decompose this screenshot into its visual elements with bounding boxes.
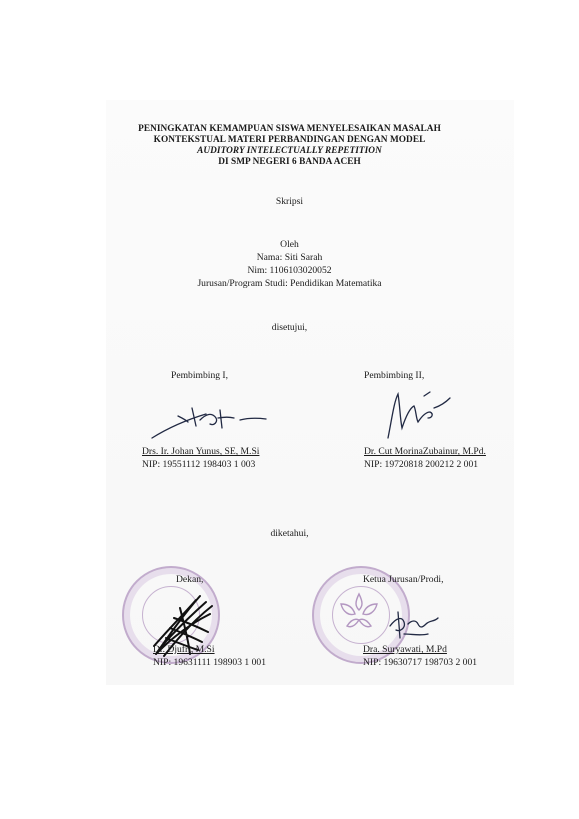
title-line-2: KONTEKSTUAL MATERI PERBANDINGAN DENGAN MODEL [153,135,426,145]
advisor1-signature [148,402,268,442]
author-name: Nama: Siti Sarah [256,252,323,263]
advisor2-role: Pembimbing II, [364,370,425,381]
author-nim: Nim: 1106103020052 [247,265,332,276]
dean-nip: NIP: 19631111 198903 1 001 [153,657,266,668]
advisor2-signature [384,388,454,444]
dean-name: Dr. Djufri, M.Si [153,644,215,655]
head-signature [386,608,446,642]
title-line-3: AUDITORY INTELECTUALLY REPETITION [197,146,382,156]
acknowledgement-label: diketahui, [270,528,309,539]
advisor1-nip: NIP: 19551112 198403 1 003 [142,459,256,470]
advisor1-name: Drs. Ir. Johan Yunus, SE, M.Si [142,446,260,457]
head-nip: NIP: 19630717 198703 2 001 [363,657,478,668]
advisor1-role: Pembimbing I, [171,370,229,381]
title-line-4: DI SMP NEGERI 6 BANDA ACEH [218,157,361,167]
document-type: Skripsi [275,196,304,207]
head-name: Dra. Suryawati, M.Pd [363,644,447,655]
head-role: Ketua Jurusan/Prodi, [363,574,444,585]
university-logo-icon [333,590,385,636]
advisor2-nip: NIP: 19720818 200212 2 001 [364,459,479,470]
dean-role: Dekan, [176,574,204,585]
by-label: Oleh [280,239,299,250]
study-program: Jurusan/Program Studi: Pendidikan Matematika [197,278,382,289]
advisor2-name: Dr. Cut MorinaZubainur, M.Pd. [364,446,486,457]
approval-label: disetujui, [271,322,308,333]
title-line-1: PENINGKATAN KEMAMPUAN SISWA MENYELESAIKAN MASALAH [138,124,441,134]
